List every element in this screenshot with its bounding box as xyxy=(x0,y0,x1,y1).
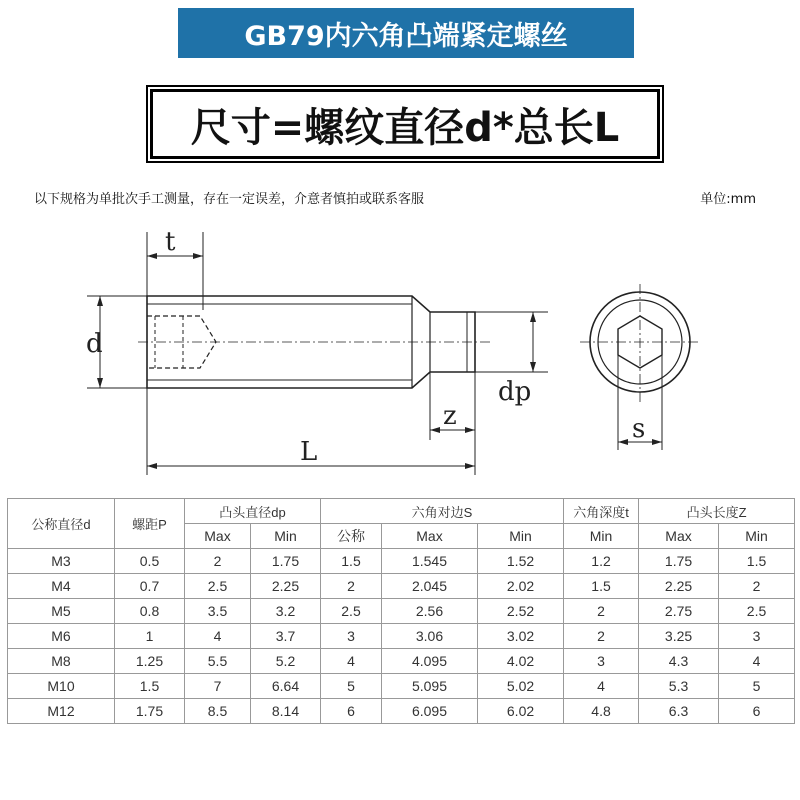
cell: 6.64 xyxy=(251,674,321,699)
cell: 1.2 xyxy=(564,549,639,574)
cell: 1.25 xyxy=(115,649,185,674)
table-row xyxy=(8,599,795,624)
cell: 2.5 xyxy=(185,574,251,599)
cell: 2.56 xyxy=(382,599,478,624)
cell: 1.75 xyxy=(251,549,321,574)
cell: 2 xyxy=(185,549,251,574)
cell: 5.2 xyxy=(251,649,321,674)
cell: 2 xyxy=(321,574,382,599)
cell: 2.045 xyxy=(382,574,478,599)
cell: 5.095 xyxy=(382,674,478,699)
header-dog-point-length: 凸头长度Z xyxy=(639,499,795,524)
cell: M3 xyxy=(8,549,115,574)
header-nominal-diameter: 公称直径d xyxy=(8,499,115,549)
subheader-t-min: Min xyxy=(564,524,639,549)
cell: 5 xyxy=(719,674,795,699)
cell: 1.5 xyxy=(719,549,795,574)
subheader-s-max: Max xyxy=(382,524,478,549)
cell: 4 xyxy=(564,674,639,699)
cell: M5 xyxy=(8,599,115,624)
cell: 2.02 xyxy=(478,574,564,599)
table-row xyxy=(8,574,795,599)
measurement-note: 以下规格为单批次手工测量，存在一定误差，介意者慎拍或联系客服 xyxy=(34,192,425,207)
cell: 2.5 xyxy=(321,599,382,624)
subheader-z-min: Min xyxy=(719,524,795,549)
cell: 6 xyxy=(719,699,795,724)
cell: 3 xyxy=(719,624,795,649)
label-z: z xyxy=(443,401,457,431)
cell: 4.8 xyxy=(564,699,639,724)
cell: 2.5 xyxy=(719,599,795,624)
label-d: d xyxy=(86,329,103,359)
spec-table xyxy=(7,498,795,724)
header-pitch: 螺距P xyxy=(115,499,185,549)
header-hex-across-flats: 六角对边S xyxy=(321,499,564,524)
label-t: t xyxy=(165,227,176,257)
cell: 2 xyxy=(564,624,639,649)
cell: 1 xyxy=(115,624,185,649)
cell: 0.5 xyxy=(115,549,185,574)
cell: 2 xyxy=(564,599,639,624)
cell: 5.5 xyxy=(185,649,251,674)
cell: 2 xyxy=(719,574,795,599)
cell: 4 xyxy=(719,649,795,674)
cell: 6.02 xyxy=(478,699,564,724)
cell: 3 xyxy=(321,624,382,649)
label-L: L xyxy=(300,437,318,467)
cell: 1.545 xyxy=(382,549,478,574)
cell: 4.3 xyxy=(639,649,719,674)
subheader-dp-max: Max xyxy=(185,524,251,549)
table-row xyxy=(8,624,795,649)
cell: 0.7 xyxy=(115,574,185,599)
cell: 3.02 xyxy=(478,624,564,649)
table-row xyxy=(8,649,795,674)
cell: 1.75 xyxy=(639,549,719,574)
cell: 3.7 xyxy=(251,624,321,649)
cell: 2.75 xyxy=(639,599,719,624)
cell: 0.8 xyxy=(115,599,185,624)
cell: 3.2 xyxy=(251,599,321,624)
subheader-dp-min: Min xyxy=(251,524,321,549)
cell: 1.5 xyxy=(564,574,639,599)
header-dog-point-diameter: 凸头直径dp xyxy=(185,499,321,524)
table-row xyxy=(8,549,795,574)
cell: 3.06 xyxy=(382,624,478,649)
cell: 5.02 xyxy=(478,674,564,699)
label-dp: dp xyxy=(498,377,532,407)
cell: M4 xyxy=(8,574,115,599)
cell: 4 xyxy=(321,649,382,674)
cell: 1.5 xyxy=(321,549,382,574)
unit-label: 单位:mm xyxy=(700,192,756,207)
cell: 1.52 xyxy=(478,549,564,574)
cell: 4 xyxy=(185,624,251,649)
cell: 5 xyxy=(321,674,382,699)
subheader-s-min: Min xyxy=(478,524,564,549)
cell: 2.52 xyxy=(478,599,564,624)
cell: M10 xyxy=(8,674,115,699)
label-s: s xyxy=(632,414,646,444)
cell: 3 xyxy=(564,649,639,674)
subheader-s-nominal: 公称 xyxy=(321,524,382,549)
product-title-banner: GB79内六角凸端紧定螺丝 xyxy=(178,8,634,58)
cell: 6.095 xyxy=(382,699,478,724)
size-formula: 尺寸=螺纹直径d*总长L xyxy=(150,89,660,159)
cell: 7 xyxy=(185,674,251,699)
cell: 2.25 xyxy=(251,574,321,599)
cell: M8 xyxy=(8,649,115,674)
cell: 4.02 xyxy=(478,649,564,674)
cell: 2.25 xyxy=(639,574,719,599)
cell: 8.14 xyxy=(251,699,321,724)
cell: 1.5 xyxy=(115,674,185,699)
cell: 6.3 xyxy=(639,699,719,724)
cell: M6 xyxy=(8,624,115,649)
cell: 3.5 xyxy=(185,599,251,624)
header-hex-depth: 六角深度t xyxy=(564,499,639,524)
table-row xyxy=(8,699,795,724)
table-row xyxy=(8,674,795,699)
cell: 4.095 xyxy=(382,649,478,674)
subheader-z-max: Max xyxy=(639,524,719,549)
cell: 3.25 xyxy=(639,624,719,649)
cell: 1.75 xyxy=(115,699,185,724)
cell: 5.3 xyxy=(639,674,719,699)
cell: 8.5 xyxy=(185,699,251,724)
cell: 6 xyxy=(321,699,382,724)
cell: M12 xyxy=(8,699,115,724)
